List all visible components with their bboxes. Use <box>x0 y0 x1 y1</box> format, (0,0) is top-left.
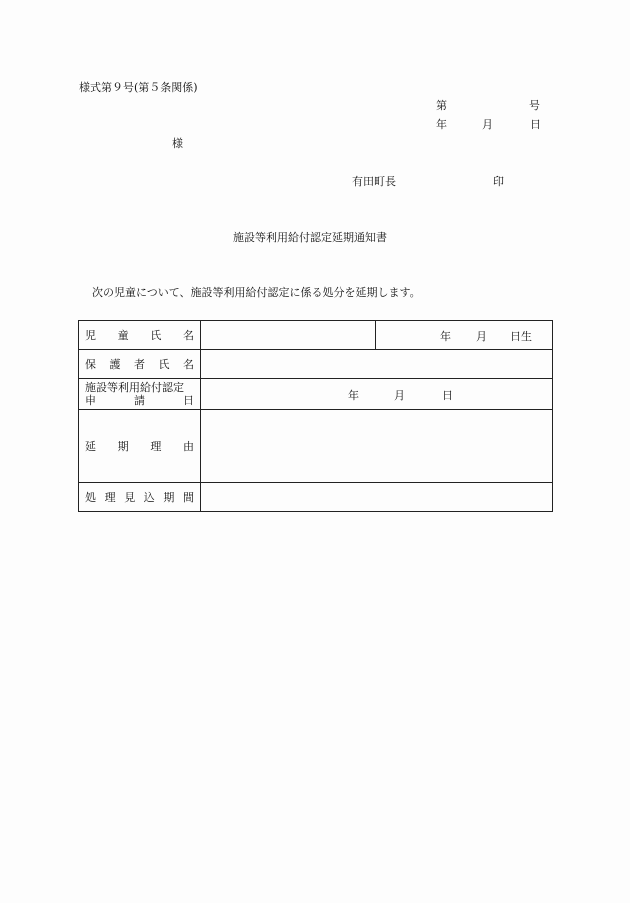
form-table <box>78 320 553 512</box>
doc-no-suffix: 号 <box>529 99 540 112</box>
expected-period-field[interactable] <box>201 483 553 512</box>
document-title: 施設等利用給付認定延期通知書 <box>233 231 387 244</box>
birthdate-field[interactable]: 年 月 日生 <box>376 321 553 350</box>
issuer: 有田町長 <box>352 175 396 188</box>
label-guardian-name: 保 護 者 氏 名 <box>79 350 201 379</box>
delay-reason-field[interactable] <box>201 410 553 483</box>
guardian-name-field[interactable] <box>201 350 553 379</box>
doc-no-prefix: 第 <box>436 99 447 112</box>
seal: 印 <box>493 175 504 188</box>
date-month: 月 <box>482 118 493 131</box>
label-delay-reason: 延 期 理 由 <box>79 410 201 483</box>
date-year: 年 <box>436 118 447 131</box>
date-day: 日 <box>530 118 541 131</box>
label-expected-period: 処 理 見 込 期 間 <box>79 483 201 512</box>
table-row-expected-period <box>79 483 553 512</box>
child-name-field[interactable] <box>201 321 376 350</box>
application-date-field[interactable]: 年 月 日 <box>201 379 553 410</box>
table-row-application-date <box>79 379 553 410</box>
intro-text: 次の児童について、施設等利用給付認定に係る処分を延期します。 <box>92 286 421 299</box>
table-row-child-name <box>79 321 553 350</box>
label-child-name: 児 童 氏 名 <box>79 321 201 350</box>
addressee-suffix: 様 <box>172 137 183 150</box>
form-number: 様式第９号(第５条関係) <box>79 81 198 94</box>
table-row-guardian-name <box>79 350 553 379</box>
table-row-delay-reason <box>79 410 553 483</box>
label-application-date: 施設等利用給付認定 申 請 日 <box>79 379 201 410</box>
